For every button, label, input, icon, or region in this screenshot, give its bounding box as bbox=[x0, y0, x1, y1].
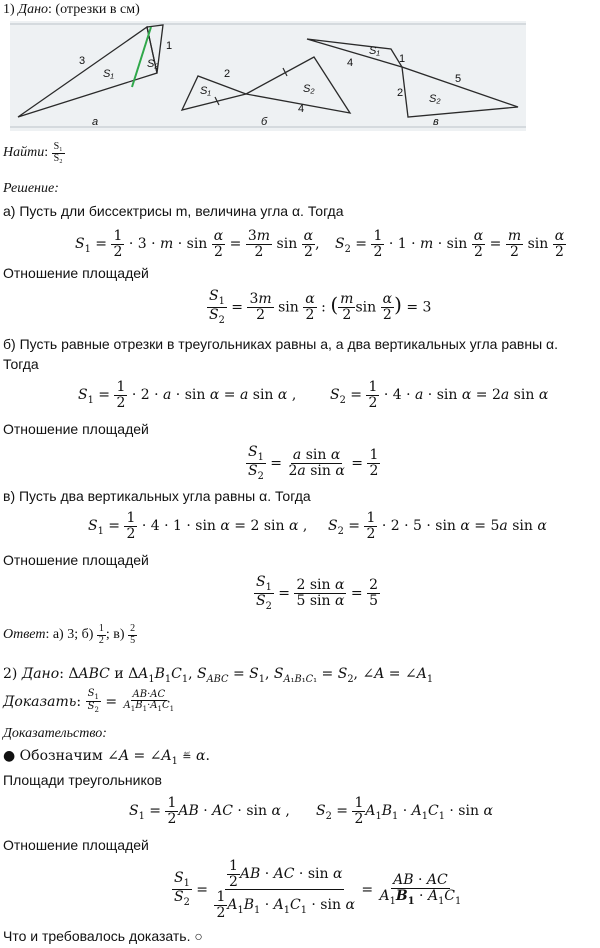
bullet-line: ● Обозначим ∠A = $\angle A_1$ ≝ α. bbox=[3, 748, 210, 767]
find-word: Найти bbox=[3, 145, 45, 161]
p2-ratio-label: Отношение площадей bbox=[3, 837, 149, 853]
part-c-ratio-label: Отношение площадей bbox=[3, 552, 149, 568]
fig-c-caption: в bbox=[433, 116, 439, 128]
p2-number: 2) bbox=[3, 666, 22, 682]
proof-label: Доказательство: bbox=[3, 726, 107, 741]
proof-word: Доказательство bbox=[3, 726, 103, 741]
p2-s2: $S_2$ = $\frac{1}{2}$ $A_1B_1 \cdot A_1C_1 \cdot \sin \alpha$ bbox=[316, 795, 493, 827]
fig-c-side-bottom: 2 bbox=[397, 87, 404, 99]
fig-a-side-left: 3 bbox=[79, 55, 86, 67]
p2-s1: $S_1$ = $\frac{1}{2}$ AB · AC · sin α , bbox=[129, 795, 290, 827]
fig-a-area-left: S₁ bbox=[103, 68, 114, 80]
fig-b-area-right: S₂ bbox=[303, 83, 315, 95]
find-fraction bbox=[52, 142, 65, 164]
solution-label: Решение: bbox=[3, 181, 59, 196]
qed-line: Что и требовалось доказать. ○ bbox=[3, 928, 203, 944]
triangles-figure bbox=[10, 21, 526, 131]
fig-c-side-top-left: 4 bbox=[347, 57, 354, 69]
p1-given-line bbox=[3, 2, 140, 18]
part-a-text: а) Пусть дли биссектрисы m, величина угла α. Тогда bbox=[3, 203, 344, 219]
find-line: Найти: $\frac{\text{S₁}}{\text{S₂}}$ bbox=[3, 141, 63, 164]
find-num: S₁ bbox=[53, 141, 63, 152]
answer-word: Ответ bbox=[3, 627, 46, 643]
part-c-s2: $S_2$ = $\frac{1}{2}$ · 2 · 5 · sin α = 5a sin α bbox=[328, 510, 547, 542]
p2-ratio: $\frac{S_1}{S_2}$ = $\frac{1}{2}$ AB · AC · sin α $\frac{1}{2}$ $A_1B_1 \cdot A_1C_1 \cdot \sin \alpha$ = $\frac{AB \cdot AC}{A_1B_1 \cdot A_1C_1}$ bbox=[174, 858, 462, 922]
part-a-ratio: $\frac{S_1}{S_2}$ = $\frac{3m}{2}$ sin $\frac{\alpha}{2}$ : ( $\frac{m}{2}$ sin $\frac{\alpha}{2}$ ) = 3 bbox=[209, 288, 432, 326]
part-b-text: б) Пусть равные отрезки в треугольниках равны a, а два вертикальных угла равны α. bbox=[3, 336, 559, 352]
fig-b-side-bottom: 4 bbox=[298, 103, 305, 115]
part-a-s1: $S_1$ = $\frac{1}{2}$ · 3 · m · sin $\frac{\alpha}{2}$ = $\frac{3m}{2}$ sin $\frac{\alpha}{2}$ , bbox=[75, 228, 320, 260]
part-c-s1: $S_1$ = $\frac{1}{2}$ · 4 · 1 · sin α = 2 sin α , bbox=[88, 510, 308, 542]
triangle-b-left bbox=[182, 76, 246, 110]
p2-given-word: Дано bbox=[21, 666, 60, 682]
given-word: Дано bbox=[18, 2, 49, 17]
part-b-s2: $S_2$ = $\frac{1}{2}$ · 4 · a · sin α = 2a sin α bbox=[330, 379, 549, 411]
areas-label: Площади треугольников bbox=[3, 772, 162, 788]
part-a-ratio-label: Отношение площадей bbox=[3, 265, 149, 281]
figure-panel bbox=[10, 21, 526, 131]
fig-b-side-top: 2 bbox=[224, 68, 231, 80]
fig-a-side-right: 1 bbox=[166, 40, 173, 52]
fig-c-area-top: S₁ bbox=[369, 45, 380, 57]
triangle-c-top bbox=[307, 39, 402, 67]
part-b-ratio-label: Отношение площадей bbox=[3, 421, 149, 437]
fig-b-area-left: S₁ bbox=[200, 85, 211, 97]
part-b-ratio: $\frac{S_1}{S_2}$ = $\frac{\text{a sin α}}{\text{2a sin α}}$ = $\frac{1}{2}$ bbox=[248, 444, 379, 482]
p2-prove-line: Доказать: $\frac{S_1}{S_2}$ = $\frac{AB\cdot AC}{A_1B_1\cdot A_1C_1}$ bbox=[3, 688, 175, 715]
part-b-s1: $S_1$ = $\frac{1}{2}$ · 2 · a · sin α = a sin α , bbox=[78, 379, 297, 411]
given-rest: : (отрезки в см) bbox=[48, 2, 140, 17]
part-c-text: в) Пусть два вертикальных угла равны α. Тогда bbox=[3, 488, 311, 504]
fig-b-caption: б bbox=[261, 116, 268, 128]
fig-c-side-mid: 1 bbox=[399, 53, 406, 65]
fig-c-area-bottom: S₂ bbox=[429, 93, 441, 105]
fig-a-caption: а bbox=[92, 116, 99, 128]
p1-number: 1) bbox=[3, 2, 19, 17]
part-a-s2: $S_2$ = $\frac{1}{2}$ · 1 · m · sin $\frac{\alpha}{2}$ = $\frac{m}{2}$ sin $\frac{\alpha}{2}$ bbox=[335, 228, 565, 260]
answer-line: Ответ: а) 3; б) $\frac{1}{2}$ ; в) $\frac{2}{5}$ bbox=[3, 623, 136, 646]
part-b-then: Тогда bbox=[3, 356, 39, 372]
find-den: S₂ bbox=[53, 152, 63, 164]
fig-a-area-right: S₂ bbox=[147, 58, 159, 70]
fig-c-side-right: 5 bbox=[455, 73, 462, 85]
p2-given-line: 2) Дано: ΔABC и $\Delta A_1B_1C_1$, $S_{ABC} = S_1$, $S_{A_1B_1C_1} = S_2$, ∠A = $\angle A_1$ bbox=[3, 666, 434, 685]
part-c-ratio: $\frac{S_1}{S_2}$ = $\frac{\text{2 sin α}}{\text{5 sin α}}$ = $\frac{2}{5}$ bbox=[256, 574, 378, 612]
solution-word: Решение bbox=[3, 181, 55, 196]
prove-word: Доказать bbox=[3, 693, 77, 710]
